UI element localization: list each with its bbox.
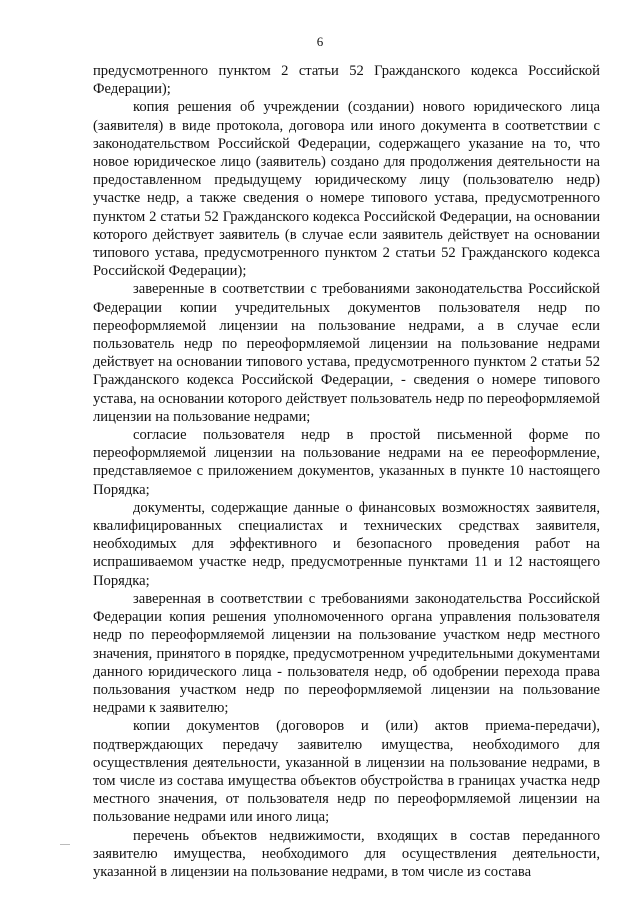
paragraph-real-estate-list: перечень объектов недвижимости, входящих в состав переданного заявителю имущества, необходимого для осуществления деятельности, указанной в лицензии на пользование недрами, в том числе из состава xyxy=(93,827,600,880)
paragraph-continuation: предусмотренного пунктом 2 статьи 52 Гражданского кодекса Российской Федерации); xyxy=(93,63,600,98)
paragraph-founding-decision: копия решения об учреждении (создании) нового юридического лица (заявителя) в виде протокола, договора или иного документа в соответствии с законодательством Российской Федерации, содержащего указание на то, что новое юридическое лицо (заявитель) создано для продолжения деятельности на предоставленном предыдущему юридическому лицу (пользователю недр) участке недр, а также сведения о номере типового устава, предусмотренного пунктом 2 статьи 52 Гражданского кодекса Российской Федерации, на основании которого действует заявитель (в случае если заявитель действует на основании типового устава, предусмотренного пунктом 2 статьи 52 Гражданского кодекса Российской Федерации); xyxy=(93,99,600,280)
paragraph-financial-documents: документы, содержащие данные о финансовых возможностях заявителя, квалифицированных специалистах и технических средствах заявителя, необходимых для эффективного и безопасного проведения работ на испрашиваемом участке недр, предусмотренные пунктами 11 и 12 настоящего Порядка; xyxy=(93,499,600,589)
paragraph-charter-documents: заверенные в соответствии с требованиями законодательства Российской Федерации копии учредительных документов пользователя недр по переоформляемой лицензии на пользование недрами, а в случае если пользователь недр по переоформляемой лицензии на пользование недрами действует на основании типового устава, предусмотренного пунктом 2 статьи 52 Гражданского кодекса Российской Федерации, - сведения о номере типового устава, на основании которого действует пользователь недр по переоформляемой лицензии на пользование недрами; xyxy=(93,281,600,425)
page-number: 6 xyxy=(316,34,324,49)
paragraph-transfer-documents: копии документов (договоров и (или) актов приема-передачи), подтверждающих передачу заявителю имущества, необходимого для осуществления деятельности, указанной в лицензии на пользование недрами, в том числе из состава имущества объектов обустройства в границах участка недр местного значения, от пользователя недр по переоформляемой лицензии на пользование недрами или иного лица; xyxy=(93,718,600,826)
paragraph-management-decision: заверенная в соответствии с требованиями законодательства Российской Федерации копия решения уполномоченного органа управления пользователя недр по переоформляемой лицензии на пользование участком недр местного значения, принятого в порядке, предусмотренном учредительными документами данного юридического лица - пользователя недр, об одобрении перехода права пользования участком недр по переоформляемой лицензии на пользование недрами к заявителю; xyxy=(93,590,600,717)
paragraph-consent: согласие пользователя недр в простой письменной форме по переоформляемой лицензии на пользование недрами на ее переоформление, представляемое с приложением документов, указанных в пункте 10 настоящего Порядка; xyxy=(93,427,600,498)
scan-mark xyxy=(60,844,70,845)
document-body xyxy=(93,62,600,881)
